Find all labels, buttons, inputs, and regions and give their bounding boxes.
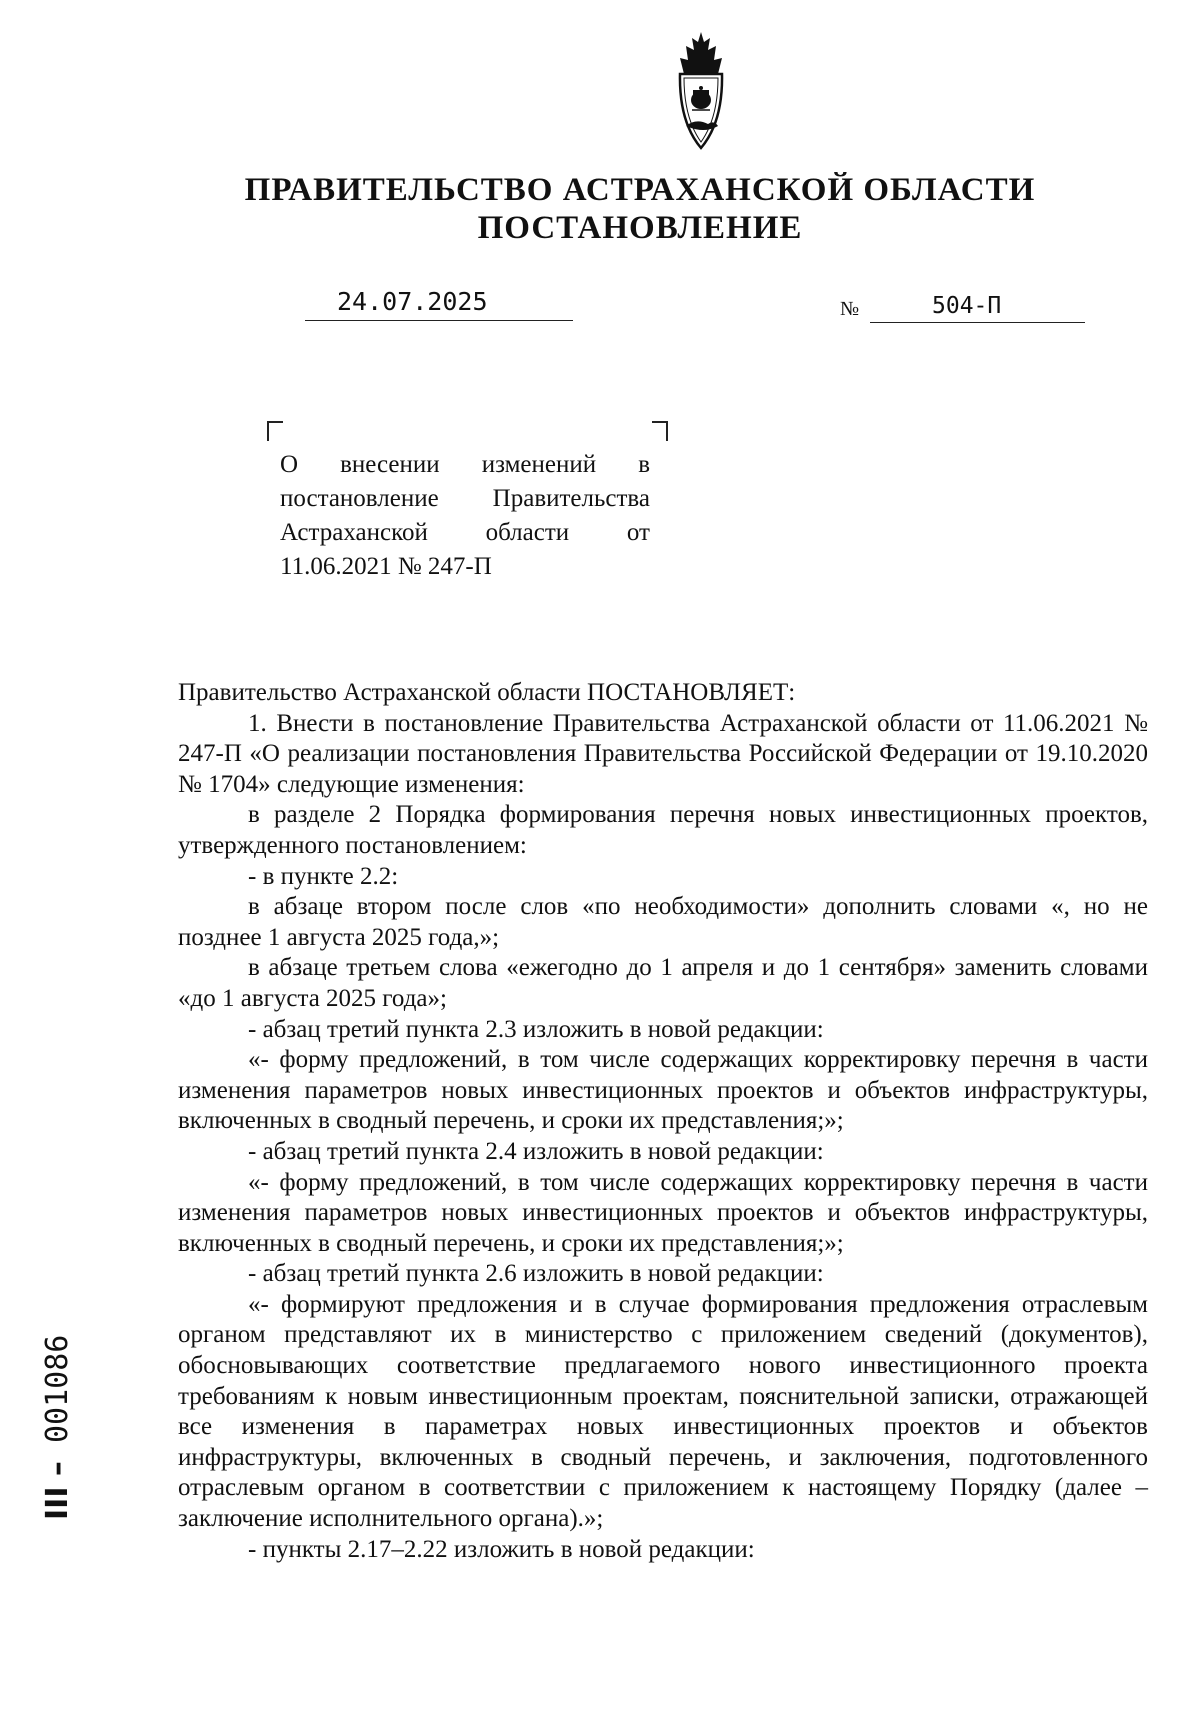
stamp-number: 001086	[40, 1334, 75, 1443]
body-paragraph: - абзац третий пункта 2.6 изложить в новой редакции:	[248, 1260, 824, 1288]
document-title	[280, 448, 650, 584]
document-body	[178, 678, 1148, 1565]
body-paragraph: Правительство Астраханской области ПОСТАНОВЛЯЕТ:	[178, 679, 796, 706]
document-date: 24.07.2025	[305, 287, 573, 321]
title-line: Астраханской области от	[280, 519, 650, 546]
bracket-top-right	[652, 421, 668, 441]
body-paragraph: - абзац третий пункта 2.4 изложить в новой редакции:	[248, 1137, 824, 1165]
number-label: №	[840, 298, 860, 320]
stamp-prefix: III –	[40, 1461, 75, 1520]
title-line: 11.06.2021 № 247-П	[280, 553, 492, 580]
coat-of-arms-icon	[666, 30, 736, 158]
body-paragraph: «- форму предложений, в том числе содержащих корректировку перечня в части изменения параметров новых инвестиционных проектов и объектов инфраструктуры, включенных в сводный перечень, и сроки их представления;»;	[178, 1046, 1148, 1135]
header-subtitle: ПОСТАНОВЛЕНИЕ	[477, 210, 803, 246]
title-line: постановление Правительства	[280, 485, 650, 512]
header-title: ПРАВИТЕЛЬСТВО АСТРАХАНСКОЙ ОБЛАСТИ	[244, 172, 1036, 208]
body-paragraph: в разделе 2 Порядка формирования перечня новых инвестиционных проектов, утвержденного постановлением:	[178, 801, 1148, 859]
title-line: О внесении изменений в	[280, 451, 650, 478]
body-paragraph: - в пункте 2.2:	[248, 862, 399, 890]
serial-stamp	[40, 1335, 75, 1520]
body-paragraph: «- форму предложений, в том числе содержащих корректировку перечня в части изменения параметров новых инвестиционных проектов и объектов инфраструктуры, включенных в сводный перечень, и сроки их представления;»;	[178, 1168, 1148, 1257]
body-paragraph: - абзац третий пункта 2.3 изложить в новой редакции:	[248, 1015, 824, 1043]
body-paragraph: «- формируют предложения и в случае формирования предложения отраслевым органом представляют их в министерство с приложением сведений (документов), обосновывающих соответствие предлагаемого нового инвестиционного проекта требованиям к новым инвестиционным проектам, пояснительной записки, отражающей все изменения в параметрах новых инвестиционных проектов и объектов инфраструктуры, включенных в сводный перечень, и заключения, подготовленного отраслевым органом в соответствии с приложением к настоящему Порядку (далее – заключение исполнительного органа).»;	[178, 1290, 1148, 1533]
body-paragraph: - пункты 2.17–2.22 изложить в новой редакции:	[248, 1535, 755, 1563]
body-paragraph: в абзаце третьем слова «ежегодно до 1 апреля и до 1 сентября» заменить словами «до 1 августа 2025 года»;	[178, 954, 1148, 1012]
body-paragraph: в абзаце втором после слов «по необходимости» дополнить словами «, но не позднее 1 августа 2025 года,»;	[178, 893, 1148, 951]
bracket-top-left	[267, 421, 283, 441]
document-number: 504-П	[870, 293, 1085, 323]
body-paragraph: 1. Внести в постановление Правительства Астраханской области от 11.06.2021 № 247-П «О реализации постановления Правительства Российской Федерации от 19.10.2020 № 1704» следующие изменения:	[178, 709, 1148, 798]
